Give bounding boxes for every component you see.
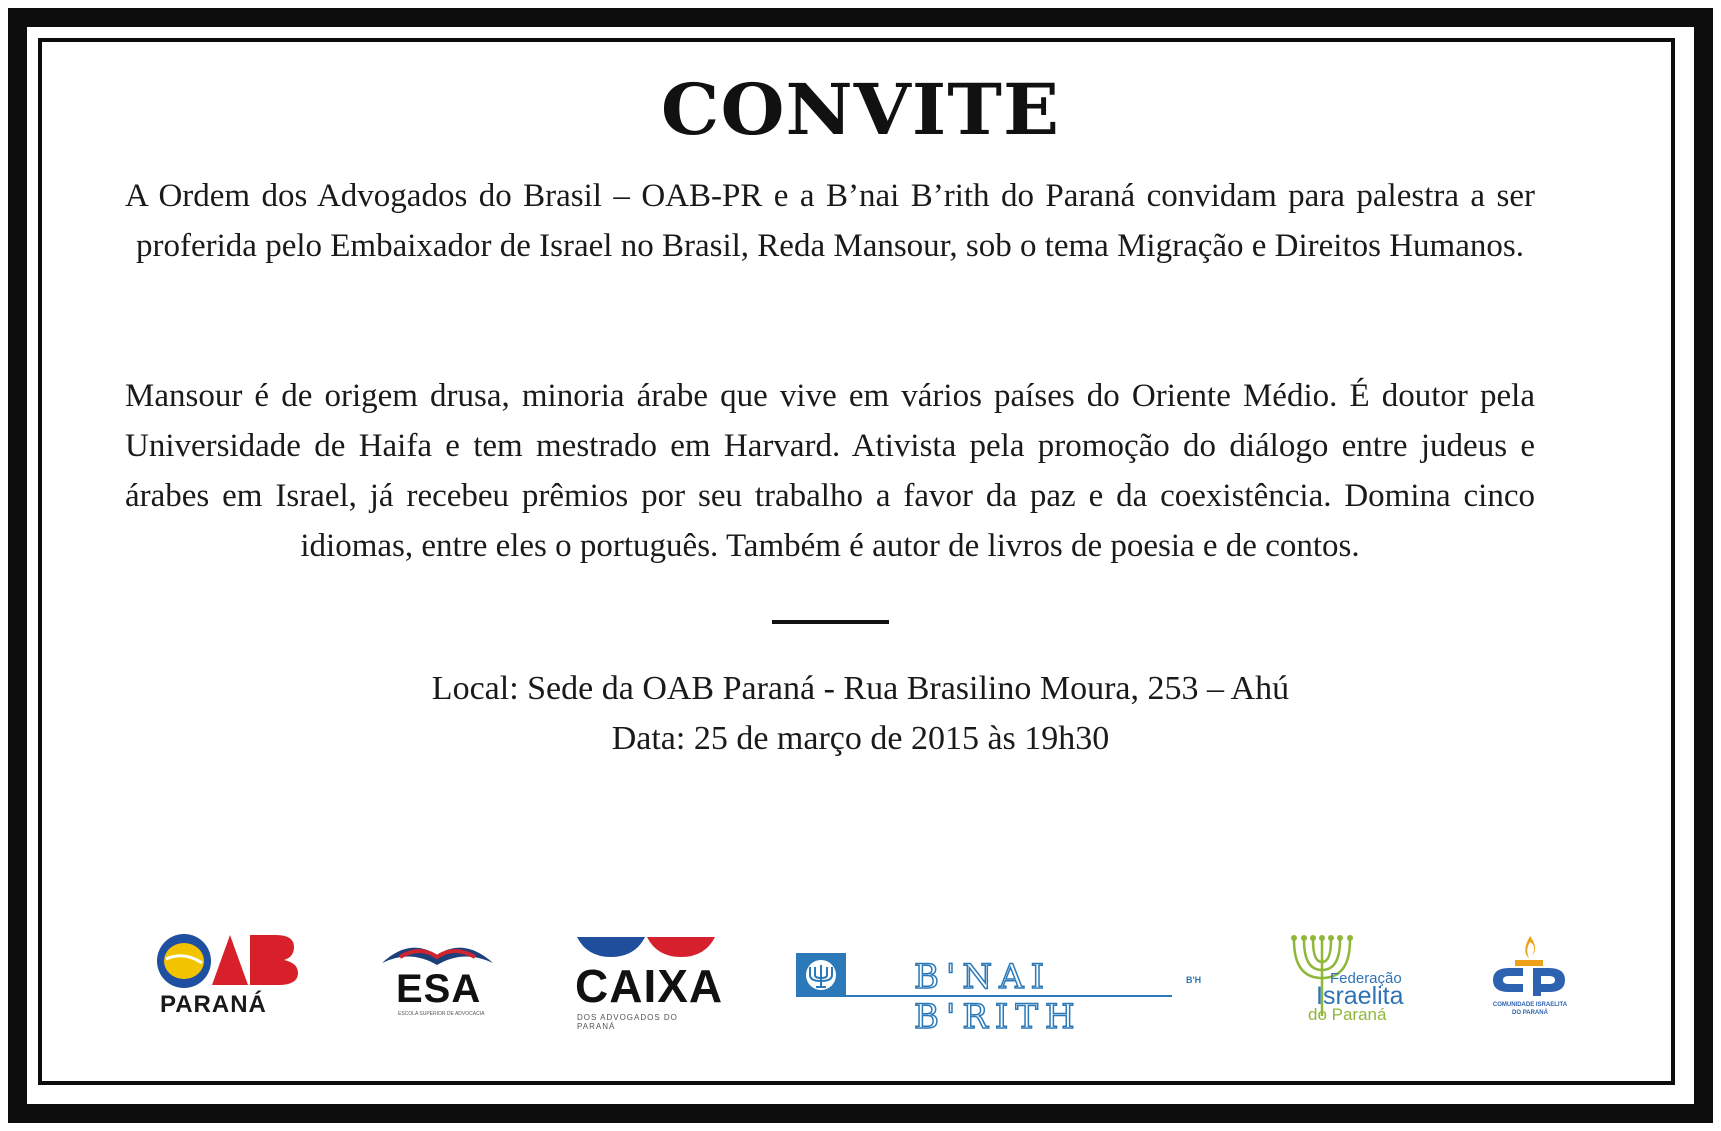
- caixa-logo: [575, 935, 724, 1031]
- comunidade-line2: DO PARANÁ: [1512, 1010, 1548, 1016]
- event-date: Data: 25 de março de 2015 às 19h30: [611, 720, 1110, 757]
- esa-title: ESA: [396, 967, 482, 1011]
- federacao-line1: Federação: [1330, 970, 1402, 987]
- federacao-line2: Israelita: [1316, 982, 1404, 1010]
- invitation-title: CONVITE: [660, 68, 1061, 151]
- comunidade-israelita-logo: [1487, 934, 1573, 1020]
- comunidade-line1: COMUNIDADE ISRAELITA: [1492, 1002, 1568, 1008]
- menorah-icon: [796, 953, 846, 997]
- esa-book-icon: [380, 935, 495, 967]
- event-location: Local: Sede da OAB Paraná - Rua Brasilino Moura, 253 – Ahú: [431, 670, 1290, 707]
- caixa-arcs-icon: [575, 935, 717, 959]
- oab-subtitle: PARANÁ: [160, 991, 267, 1018]
- bio-paragraph: Mansour é de origem drusa, minoria árabe que vive em vários países do Oriente Médio. É doutor pela Universidade de Haifa e tem mestrado em Harvard. Ativista pela promoção do diálogo entre judeus e árabes em Israel, já recebeu prêmios por seu trabalho a favor da paz e da coexistência. Domina cinco idiomas, entre eles o português. Também é autor de livros de poesia e de contos.: [125, 378, 1535, 564]
- federacao-line3: do Paraná: [1308, 1005, 1387, 1024]
- section-divider: [772, 620, 889, 624]
- caixa-title: CAIXA: [575, 960, 724, 1012]
- bnai-mark: B'H: [1186, 975, 1202, 985]
- caixa-subtitle: DOS ADVOGADOS DO PARANÁ: [577, 1013, 678, 1031]
- bnai-brith-logo: [796, 953, 1208, 1037]
- esa-logo: [380, 935, 495, 1019]
- bnai-title: B'NAI B'RITH: [914, 957, 1082, 1037]
- intro-paragraph: A Ordem dos Advogados do Brasil – OAB-PR e a B’nai B’rith do Paraná convidam para palestra a ser proferida pelo Embaixador de Israel no Brasil, Reda Mansour, sob o tema Migração e Direitos Humanos.: [125, 178, 1535, 264]
- esa-subtitle: ESCOLA SUPERIOR DE ADVOCACIA: [398, 1011, 485, 1017]
- oab-parana-logo: [154, 933, 300, 1019]
- federacao-israelita-logo: [1286, 932, 1414, 1022]
- comunidade-flame-icon: [1487, 934, 1573, 996]
